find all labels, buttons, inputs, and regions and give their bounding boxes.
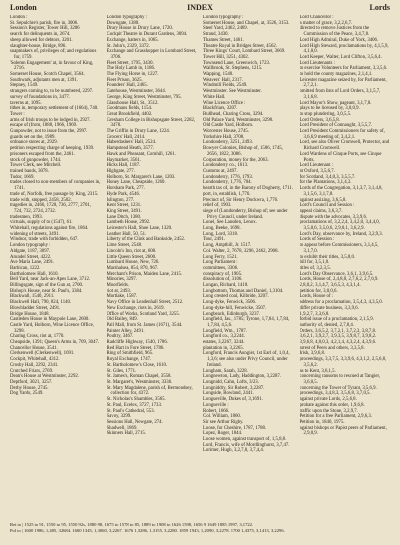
index-entry: Painter Alley, 2491. bbox=[106, 328, 145, 334]
index-entry: concerning the Tower of Tyrant, 3,5,6,9. bbox=[299, 385, 377, 391]
index-entry: Lopez, Roger, 1844. bbox=[203, 431, 243, 437]
index-entry: Hawk and Pheasant, Cornhill, 1261. bbox=[106, 151, 176, 157]
index-entry: at Oxford, 3,5,6,7. bbox=[299, 168, 335, 174]
index-entry: Long-dyke, Fenwick, 3506. bbox=[203, 300, 257, 306]
index-entry: Loose women, against transport of, 1,5,8,8. bbox=[203, 437, 287, 443]
index-entry: Longueville : bbox=[203, 402, 229, 408]
running-header bbox=[10, 3, 390, 13]
index-entry: Old Bailey, 849. bbox=[106, 317, 138, 323]
index-entry: Castleden House in Maypole Lane, 2600. bbox=[10, 317, 90, 323]
index-entry: survey of foundations in, 3477. bbox=[10, 94, 70, 100]
index-entry: Longnewton, Lady, Haddington, 3,2287. bbox=[203, 374, 282, 380]
index-entry: Navy Office in Leadenhall Street, 2512. bbox=[106, 300, 184, 306]
index-entry: 1,9,2,7, 3,3,6,8. bbox=[299, 311, 330, 317]
index-entry: Merchant's Prison, Maiden Lane, 2415. bbox=[106, 271, 183, 277]
index-entry: arms of Irish troops to be lodged in, 2927. bbox=[10, 117, 91, 123]
index-entry: titles of, 3,2,3,5. bbox=[299, 265, 331, 271]
index-entry: Ave Maria Lane, 2491. bbox=[10, 260, 55, 266]
index-entry: Lord Lieutenants : bbox=[299, 60, 335, 66]
index-entry: trade of, Norfolk, free passage by King, 2315. bbox=[10, 191, 99, 197]
index-entry: Lord's Day, observance by, Ireland, 3,2,9,3. bbox=[299, 231, 383, 237]
index-column-2 bbox=[107, 15, 198, 520]
index-entry: Longham, Sarah, 3228. bbox=[203, 368, 248, 374]
index-entry: as to Kent, 3,6,1,5. bbox=[299, 368, 336, 374]
index-entry: Longnidd, Cahn, Lofts, 3/23. bbox=[203, 380, 259, 385]
index-entry: Lords of Session : bbox=[299, 237, 335, 243]
index-entry: Somerset House, Scotch Chapel, 3564. bbox=[10, 72, 85, 78]
footer-line: Ret to | 1525 to 91, 1550 to 95, 1550 92s, 1880 98, 1675 to 1578 to 85, 1889 to 1908 to 1626 1598, 1656 9 1649 1885 1997, 3,1722. bbox=[10, 522, 254, 527]
index-entry: Long crested coal, Kilbride, 3207. bbox=[203, 294, 269, 300]
index-entry: Goodmans fields, 1154. bbox=[106, 106, 153, 112]
index-entry: Poultry, 3467. bbox=[106, 334, 134, 340]
index-entry: Tudor, 1669. bbox=[10, 174, 35, 180]
index-entry: Exchange, hatters in, 1065. bbox=[106, 37, 159, 43]
index-entry: Bishop's House, near St. Paul's, 3384. bbox=[10, 288, 83, 294]
index-entry: Red Hart in Fore Street, 1786. bbox=[106, 345, 165, 351]
index-entry: Wapping, 1540. bbox=[203, 72, 234, 78]
index-entry: Hicks Hall, 1187. bbox=[106, 163, 141, 169]
index-entry: Lord High Steward, proclamations by, 4,1,5,9, 4,1,8,0. bbox=[299, 43, 389, 55]
index-entry: Londonderry co., 1613. bbox=[203, 163, 249, 169]
index-entry: Windsor, trade with forbidden, 647. bbox=[10, 237, 79, 243]
index-entry: New Exchange, riots in, 2619. bbox=[106, 305, 165, 311]
index-entry: Lord Orders, 3,6,5,8. bbox=[299, 117, 340, 123]
index-entry: petition respecting charge of keeping, 1939. bbox=[10, 146, 95, 152]
index-entry: Blowbladder Street, 2491. bbox=[10, 305, 61, 311]
index-entry: probate against this order, 1,9,6,8. bbox=[299, 402, 365, 408]
index-entry: for Scotland, 3,4,0,3, 3,5,5,7. bbox=[299, 174, 356, 180]
index-entry: Downgate, 1380. bbox=[106, 20, 140, 26]
index-entry: Gunpowder, not to issue from the, 2997. bbox=[10, 129, 88, 135]
index-entry: Lords, House of : bbox=[299, 294, 334, 300]
index-entry: Dean's House at Westminster, 2292. bbox=[10, 374, 79, 380]
index-entry: Long Ferry, 1521. bbox=[203, 254, 238, 260]
index-column-3 bbox=[203, 15, 294, 520]
index-entry: Long-dyke-hill, Fenwicke, 3507. bbox=[203, 305, 267, 311]
index-entry: forbid issue of a proclamation, 2,1,5,9. bbox=[299, 317, 374, 323]
index-entry: Wallbrook, St. Stephens, 1215. bbox=[203, 66, 263, 72]
index-entry: Savoy, 3299. bbox=[106, 414, 132, 420]
index-entry: Westminster. See Westminster. bbox=[203, 89, 262, 95]
index-entry: Bridge House, 1848. bbox=[10, 311, 50, 317]
index-entry: a matter of grace, 3,2,2,6,7. bbox=[299, 20, 353, 26]
index-entry: Petition for a free Parliament, 2,9,6,3. bbox=[299, 414, 372, 420]
index-entry: Leather Hall, 50, 51. bbox=[106, 231, 147, 237]
footer-line: Pol to | 1600 1986, 1,485, 32684. 1600 1345, 1,3060, 3,2267. 1676 1,3286, 1,3155, 3,2280. 1859 1943, 1,2090, 3,2278. 1700 1,4375, 3,1413, 3,2296. bbox=[10, 528, 285, 533]
index-entry: 3,9,6,8, 4,0,0,3, 4,2,1,4, 4,3,2,4, 4,3,9,6. bbox=[299, 340, 377, 346]
index-entry: strangers coming to, to be numbered, 2297. bbox=[10, 89, 94, 95]
index-entry: Long, Lord, 3318. bbox=[203, 231, 239, 237]
index-entry: Grocers' Hall, 2414. bbox=[106, 134, 146, 140]
index-entry: proceedings, 3,4,8,3, 3,5,6,8, 3,7,0,5. bbox=[299, 391, 371, 397]
index-entry: Robert, 1666. bbox=[203, 408, 230, 414]
index-entry: The Holy Lamb in, 1186. bbox=[106, 66, 156, 72]
index-entry: Shadwell, 1869. bbox=[106, 425, 138, 431]
index-entry: proceedings, 3,3,7,5, 3,3,9,6, 4,3,1,2, 2,5,6,8, 3,5,6,2. bbox=[299, 357, 387, 368]
index-entry: Weavers' Hall, 2317. bbox=[203, 77, 243, 83]
index-entry: George, King Street, Westminster, 795. bbox=[106, 94, 182, 100]
index-entry: petition for, 3,0,0,6. bbox=[299, 288, 338, 294]
index-entry: Londonderry, 1,776, 704. bbox=[203, 180, 252, 186]
index-entry: St. James's, Roman Chapel, 3558. bbox=[106, 374, 172, 380]
index-entry: sheep allowed for debtors, 3201. bbox=[10, 37, 73, 43]
index-entry: Three Kings' Court, Lombard Street, 3669. bbox=[203, 49, 286, 55]
index-entry: Lord Keeper, Walter, Lord Clifton, 3,5,6,4. bbox=[299, 54, 382, 60]
index-entry: Islington, 277. bbox=[106, 197, 135, 203]
index-entry: London typography : bbox=[203, 15, 244, 20]
index-entry: Lords of the Congregation, 3,1,3,7, 3,1,4,8, 3,1,5,6, 3,1,7,8. bbox=[299, 186, 383, 197]
index-entry: Moorfields. bbox=[106, 283, 130, 289]
index-entry: Townsend Lane, Greenwich, 1723. bbox=[203, 60, 271, 66]
index-entry: Col. William, 1860. bbox=[203, 414, 241, 420]
index-entry: prisoners escaped from the, 2461. bbox=[10, 151, 75, 157]
index-entry: Precinct of, Sir Henry Dockwra, 1,776. bbox=[203, 197, 279, 203]
index-entry: Long, Ampthill, Jr. 1517. bbox=[203, 243, 252, 249]
index-entry: Lonel, See Lansden, Lenox. bbox=[203, 220, 257, 226]
index-entry: St. Sepulchre's parish, fire in, 3006. bbox=[10, 20, 79, 26]
index-entry: St. Paul, Ecelex, 3727, 1733. bbox=[106, 402, 163, 408]
index-entry: White Hall. bbox=[203, 94, 226, 100]
index-entry: Holborn, St. Margaret's Lane, 1203. bbox=[106, 174, 176, 180]
index-entry: against assizing, 3,6,5,8. bbox=[299, 197, 347, 203]
index-entry: Blackwell Hall, 790, 824, 1140. bbox=[10, 300, 72, 306]
index-column-1 bbox=[10, 15, 101, 520]
index-entry: against private Lords, 2,5,6,8. bbox=[299, 397, 357, 403]
index-entry: Kent Street, 1231. bbox=[106, 203, 142, 209]
index-entry: Bell Yard, near Jack-an-Apes Lane, 3712. bbox=[10, 277, 91, 283]
index-entry: tragedies in, 2466, 1728, 736, 2777, 2701, 724, 732, 2724, 2732. bbox=[10, 203, 92, 214]
index-entry: St. Nicholas's Shambles, 3565. bbox=[106, 397, 166, 403]
index-entry: Lord Lieutenant : bbox=[299, 163, 334, 169]
index-entry: Blackfriars, 3207. bbox=[203, 106, 238, 112]
index-entry: Minories, 3297. bbox=[106, 277, 138, 283]
index-entry: Somerset House, and Chapel, at, 3526, 3153. bbox=[203, 20, 290, 26]
index-entry: Worcester House, 2745. bbox=[203, 129, 249, 135]
index-entry: Billingsgate, sign of the Gun at, 2700. bbox=[10, 283, 84, 289]
index-entry: Col. Walter, 2, 7678, 3296, 2462, 2908. bbox=[203, 248, 279, 254]
index-entry: Lord President Commissioners for safety of, 3,6,6,9 meeting of, 3,4,2,1. bbox=[299, 129, 385, 140]
index-entry: Sessions Hall, Newgate, 274. bbox=[106, 419, 163, 425]
index-entry: plays to be licensed by, 3,0,0,9. bbox=[299, 106, 360, 112]
index-entry: Castle Yard, Holborn, Wine Licence Office, 3298. bbox=[10, 322, 94, 334]
index-entry: relief of, 1903. bbox=[203, 203, 232, 209]
index-entry: Corporation, money for the, 2063. bbox=[203, 157, 269, 163]
index-entry: Wine Licence Office : bbox=[203, 100, 246, 106]
index-entry: Orders, 3,6,5,2, 3,7,2,1, 3,7,2,3, 3,8,7,8. bbox=[299, 328, 377, 334]
index-entry: Royal Exchange, 1747. bbox=[106, 357, 152, 363]
index-entry: Longfield, Jas., 1785; Tyrone, 1,7,84, 1,7,84, 1,7,84, 4,5,6. bbox=[203, 317, 290, 328]
index-entry: Longfield, Wm., 1787. bbox=[203, 328, 247, 334]
index-entry: Hampstead Heath, 3577. bbox=[106, 146, 154, 152]
index-entry: St. John's, 2329, 3372. bbox=[106, 43, 150, 49]
index-entry: Deptford, 3021, 3257. bbox=[10, 380, 53, 385]
index-entry: Old Castle Yard, Holborn. bbox=[203, 123, 254, 129]
index-entry: Tour, 2491. bbox=[203, 237, 225, 243]
index-entry: Derby House, 2745. bbox=[10, 385, 49, 391]
index-entry: authority of, denied, 2,7,8,4. bbox=[299, 322, 354, 328]
index-entry: escape of (from, 1888, 1966, 1969. bbox=[10, 123, 78, 129]
index-entry: Theatre Royal in Bridges Street, 4562. bbox=[203, 43, 277, 49]
index-entry: Highgate, 277. bbox=[106, 168, 135, 174]
index-entry: The Griffin in Drury Lane, 1224. bbox=[106, 129, 170, 135]
index-entry: Arundel Street, 4222. bbox=[10, 254, 52, 260]
index-entry: Stepney, 1549. bbox=[10, 83, 39, 89]
index-entry: Honey Lane, Cheapside, 1260. bbox=[106, 180, 166, 186]
index-entry: St. Margaret's, Westminster, 3336. bbox=[106, 380, 173, 385]
index-entry: Mortlake, 1587. bbox=[106, 294, 138, 300]
index-entry: to exercise Volunteers for Parliament, 3,3,5,6. bbox=[299, 66, 388, 72]
index-entry: guards set on the, 1989. bbox=[10, 134, 56, 140]
index-entry: Fleet Street, 1795, 3430. bbox=[106, 60, 154, 66]
index-entry: Longniddry, Sir Robert, 3,2287. bbox=[203, 385, 265, 391]
index-entry: soapmakers of, privileges of; and regulations for, 1759. bbox=[10, 49, 97, 60]
index-entry: Lord Mayor's Show, pageant, 3,1,7,8. bbox=[299, 100, 372, 106]
index-entry: Cockpit Theatre in Durant Gardens, 3094. bbox=[106, 32, 188, 38]
index-entry: Bartholomew Hall, 1610. bbox=[10, 271, 59, 277]
index-entry: conspiracy of, 1905. bbox=[203, 271, 243, 277]
index-entry: hearth tax of, in the Barony of Dogherty, 1711. bbox=[203, 186, 293, 192]
index-entry: riot at, 2493. bbox=[106, 288, 132, 294]
index-entry: London typography : bbox=[10, 243, 51, 249]
index-entry: plantation in, 3,2265. bbox=[203, 345, 244, 351]
index-entry: victuals, supply of to (1547), 61. bbox=[10, 220, 73, 226]
index-entry: Radcliffe Highway, 1540, 1786. bbox=[106, 340, 168, 346]
index-entry: Lumbard House, New, 726. bbox=[106, 260, 160, 266]
index-entry: Ring of Smithfield, 965. bbox=[106, 351, 154, 357]
index-entry: Dog Yards, 2549. bbox=[10, 391, 44, 397]
index-entry: Lambeth House, 2992. bbox=[106, 220, 151, 226]
index-entry: Lincoln's Inn, riot at, 608. bbox=[106, 248, 157, 254]
index-entry: Longside, Rowland, 2441. bbox=[203, 391, 254, 397]
index-entry: Lord, see also Oliver Cromwell, Protector, and Richard Cromwell. bbox=[299, 140, 390, 152]
index-entry: The Flying Horse in, 1227. bbox=[106, 72, 159, 78]
index-entry: Londonderry, 1776, 1793. bbox=[203, 174, 253, 180]
index-entry: Steel Yard, 2462, 2469. bbox=[203, 26, 248, 32]
index-entry: Thames Street, 1461. bbox=[203, 37, 244, 43]
index-entry: Yorkshire Hall, 3708. bbox=[203, 134, 245, 140]
index-entry: Longan, Richard, 1418. bbox=[203, 283, 249, 289]
index-entry: St. Mary Magdalene, parish of, Bermondsey, collection for, 4372. bbox=[106, 385, 193, 397]
index-entry: Lord Chancellor : bbox=[299, 15, 334, 20]
index-entry: Longford, Francis Aungier, 1st Earl of, 1,0,4, 1,3,6; see also under Privy Council, under Ireland. bbox=[203, 351, 290, 368]
index-entry: King Street, 3491. bbox=[106, 208, 142, 214]
index-entry: Bullhead, Charing Cross, 3294. bbox=[203, 111, 264, 117]
index-entry: Longueville, Dukes of, 3,1691. bbox=[203, 397, 263, 403]
index-entry: Longford co., 3,2244. bbox=[203, 334, 245, 340]
index-entry: Charing Cross, riot at, 1770. bbox=[10, 334, 65, 340]
index-entry: Lord, Francis, wife of Mordlinghurst, 3,7,47. bbox=[203, 442, 290, 448]
index-entry: Longbeach, Edinburgh, 3237. bbox=[203, 311, 261, 317]
index-entry: taverns at, 1095. bbox=[10, 100, 42, 106]
index-entry: Tower Hill, 3251, 4302. bbox=[203, 54, 250, 60]
index-entry: to hold the county magazines, 2,1,4,1. bbox=[299, 72, 373, 78]
index-entry: Lord Wardens of Cinque Ports, see Cinque Ports. bbox=[299, 151, 382, 163]
index-entry: against bishops or Papist peers of Parliament, 2,9,0,9. bbox=[299, 425, 387, 437]
index-entry: Crosby Hall, 2292, 2341. bbox=[10, 362, 59, 368]
index-entry: Lord's Day Observance, 3,6,1, 3,9,6,5. bbox=[299, 271, 374, 277]
index-entry: to appear before Commissioners, 3,1,4,5, 3,1,7,0. bbox=[299, 243, 379, 254]
index-entry: directed to remove Justices from the Commission of the Peace, 3,4,7,8. bbox=[299, 26, 370, 38]
index-entry: Whitehall, regulations against fire, 1864. bbox=[10, 226, 89, 232]
index-entry: estates, 3,2267, 3244. bbox=[203, 340, 245, 346]
index-entry: Crutched Friars, 2769. bbox=[10, 368, 54, 374]
index-columns bbox=[10, 15, 390, 520]
index-entry: Lorimer, Hugh, 3,2,7,8, 3,7,4,4. bbox=[203, 448, 264, 454]
index-entry: Horsham Park, 277. bbox=[106, 186, 145, 192]
index-entry: committees, 3306. bbox=[203, 265, 239, 271]
index-entry: 3,6,2,1, 3,9,2,7, 3,9,3,5, 3,9,8,7, 3,9,8,2. bbox=[299, 334, 377, 340]
index-entry: address for a proclamation, 3,5,4,3, 4,3,5,0. bbox=[299, 300, 383, 306]
index-entry: Old Palace Yard, Westminster, 3298. bbox=[203, 117, 274, 123]
index-entry: Bowyer Colonies, Bishop of, 1586, 1745, 2656, 1822, 3086. bbox=[203, 146, 283, 157]
index-entry: dissolution of, 3106. bbox=[203, 277, 243, 283]
index-entry: Leicester magazine seized by, for Parliament, 2,7,2,1. bbox=[299, 77, 387, 89]
index-entry: Customs at, 2497. bbox=[203, 168, 238, 174]
index-entry: trained bands, 3078. bbox=[10, 168, 49, 174]
index-entry: widening of streets, 3491. bbox=[10, 231, 60, 237]
index-entry: search for delinquents in, 2674. bbox=[10, 32, 71, 38]
index-entry: Liberty of the Clink and Bankside, 2452. bbox=[106, 237, 186, 243]
index-entry: Clerkenwell (Clerkenwell), 1691. bbox=[10, 351, 75, 357]
index-entry: Windmill Fields, 2549. bbox=[203, 83, 248, 89]
index-entry: Glasshouse Hall, St., 3512. bbox=[106, 100, 159, 106]
index-entry: Barbican, 1222. bbox=[10, 265, 41, 271]
index-entry: Loose, for Cheshire, 1787, 1788. bbox=[203, 425, 267, 431]
index-entry: to exhibit their titles, 3,5,8,0. bbox=[299, 254, 356, 260]
index-entry: 2,8,0,2, 3,1,4,7, 3,6,5,3, 4,3,1,4. bbox=[299, 283, 361, 289]
index-entry: dispute with the advocates, 3,3,9,6. bbox=[299, 214, 368, 220]
index-entry: Founders' Hall, 2465. bbox=[106, 83, 148, 89]
index-entry: London : bbox=[10, 15, 28, 20]
index-entry: Irish, 3,9,6,8. bbox=[299, 351, 326, 357]
index-entry: Petition in, 1840, 1975. bbox=[299, 419, 345, 425]
index-entry: Leicester's Hall, Shoe Lane, 1320. bbox=[106, 226, 173, 232]
index-entry: Little Queen Street, 2600. bbox=[106, 254, 157, 260]
index-entry: Tower Clerk, see Mitchell. bbox=[10, 163, 62, 169]
index-entry: Exchange and Grasshopper in Lombard Street, 3706. bbox=[106, 49, 197, 60]
index-entry: concerning ransoms to rescued at Tangier, 3,6,0,5. bbox=[299, 374, 381, 385]
index-entry: Lane Ditch, 1380. bbox=[106, 214, 142, 220]
index-entry: Haberdashers' Hall, 2524. bbox=[106, 140, 157, 146]
header-left: London bbox=[10, 3, 37, 12]
index-entry: Strand, 3430. bbox=[203, 32, 229, 38]
index-entry: tradesmen, 1993. bbox=[10, 214, 43, 220]
index-entry: Cheapside, 1391; Queen's Arms in, 709, 3047. bbox=[10, 340, 100, 346]
index-entry: Longbottom, Thomas and Daniel, 1,3104. bbox=[203, 288, 284, 294]
index-entry: St. Paul's Cathedral, 553. bbox=[106, 408, 155, 414]
index-entry: trade with, stopped, 2458, 2502. bbox=[10, 197, 72, 203]
index-entry: traffic upon the Stone, 3,2,9,7. bbox=[299, 408, 358, 414]
index-entry: Southwark, adjutants men at, 1391. bbox=[10, 77, 78, 83]
index-entry: Gresham College in Bishopsgate Street, 2282, 3478. bbox=[106, 117, 196, 129]
index-entry: 'Solemn Engagement' at, in favour of King, 2716. bbox=[10, 60, 94, 72]
index-entry: Long, Beeke, 1698. bbox=[203, 226, 241, 232]
index-entry: Skinners Hall, 2715. bbox=[106, 431, 146, 437]
index-entry: Drury House in Drury Lane, 1720. bbox=[106, 26, 173, 32]
index-entry: Tower : bbox=[10, 111, 25, 117]
index-entry: Blackwall, 1540, 2911. bbox=[10, 294, 55, 300]
index-entry: Great Brookfield, 4402. bbox=[106, 111, 153, 117]
header-right: Lords bbox=[369, 3, 390, 12]
index-entry: Lime Street, 2548. bbox=[106, 243, 143, 249]
index-entry: St. Bartholomew's Close, 1610. bbox=[106, 362, 168, 368]
index-entry: Aldgate, 1187, 3097. bbox=[10, 248, 51, 254]
index-entry: proclamations of, 3,2,2,4, 3,4,2,0, 3,4,4,0, 3,5,0,6, 3,5,0,6, 2,9,0,1, 3,6,2,9. bbox=[299, 220, 380, 232]
index-entry: Londonderry, 3251, 2493. bbox=[203, 140, 253, 146]
index-entry: bill for, 3,5,1,0. bbox=[299, 260, 330, 266]
index-entry: Haymarket, 3561. bbox=[106, 157, 142, 163]
index-entry: for the Plantations, 3,1,4,3. bbox=[299, 180, 352, 186]
index-entry: tithes in, temporary settlement of (1664), 740. bbox=[10, 106, 99, 112]
index-entry: Fleet Prison, 3625. bbox=[106, 77, 143, 83]
index-entry: Long Parliament : bbox=[203, 260, 238, 266]
index-entry: Session's Register, Tower Hill, 3206 bbox=[10, 26, 80, 32]
index-entry: Lord High Admiral, Duke of York, 3406. bbox=[299, 37, 379, 43]
index-entry: appeal claims, 3,6,3,7. bbox=[299, 208, 343, 214]
index-entry: port, in, establish, 1,776. bbox=[203, 191, 251, 197]
index-entry: omitted from lists of Lord Orders, 3,1,5,7, 3,1,6,8. bbox=[299, 89, 381, 100]
header-center: INDEX bbox=[187, 3, 213, 12]
index-entry: ordnance stores at, 2929. bbox=[10, 140, 58, 146]
index-entry: Pall Mall, from St. James (1671), 3544. bbox=[106, 322, 183, 328]
page-footer bbox=[10, 522, 390, 534]
index-entry: Gatehouse, Westminster, 3644. bbox=[106, 89, 166, 95]
index-entry: slaughter-house, Bridge, 896. bbox=[10, 43, 67, 49]
index-entry: Lord President of Connaught, 3,5,5,7. bbox=[299, 123, 373, 129]
index-column-4 bbox=[300, 15, 391, 520]
index-entry: Office of Works, Scotland Yard, 3255. bbox=[106, 311, 180, 317]
index-entry: Cockpit, Whitehall, 4312. bbox=[10, 357, 60, 363]
index-entry: Marshalsea, 854, 870, 967. bbox=[106, 265, 159, 271]
index-entry: to stop plundering, 3,0,5,5. bbox=[299, 111, 352, 117]
index-entry: Lord's Council and Session : bbox=[299, 203, 355, 209]
index-entry: differ private business, 3,3,9,6. bbox=[299, 305, 359, 311]
index-entry: Lords, House of, 2,4,8,0, 2,7,6,2, 2,7,6,9. bbox=[299, 277, 379, 283]
index-entry: Hyde Park, 4546. bbox=[106, 191, 141, 197]
index-entry: stock of gunpowder, 1744. bbox=[10, 157, 62, 163]
index-entry: trades closed to non-members of companies in, 1741. bbox=[10, 180, 101, 192]
index-entry: siege of (Londonderry, Bishop of; see under Privy Council, under Ireland. bbox=[203, 208, 288, 220]
index-entry: Chancellor House, 3541. bbox=[10, 345, 58, 351]
index-entry: London typography : bbox=[106, 15, 148, 20]
index-entry: arrest of Peers and others, 3,3,5,8. bbox=[299, 345, 365, 351]
index-entry: Sir see Arthur Rigby. bbox=[203, 419, 244, 425]
index-entry: St. Giles, 1771. bbox=[106, 368, 137, 374]
